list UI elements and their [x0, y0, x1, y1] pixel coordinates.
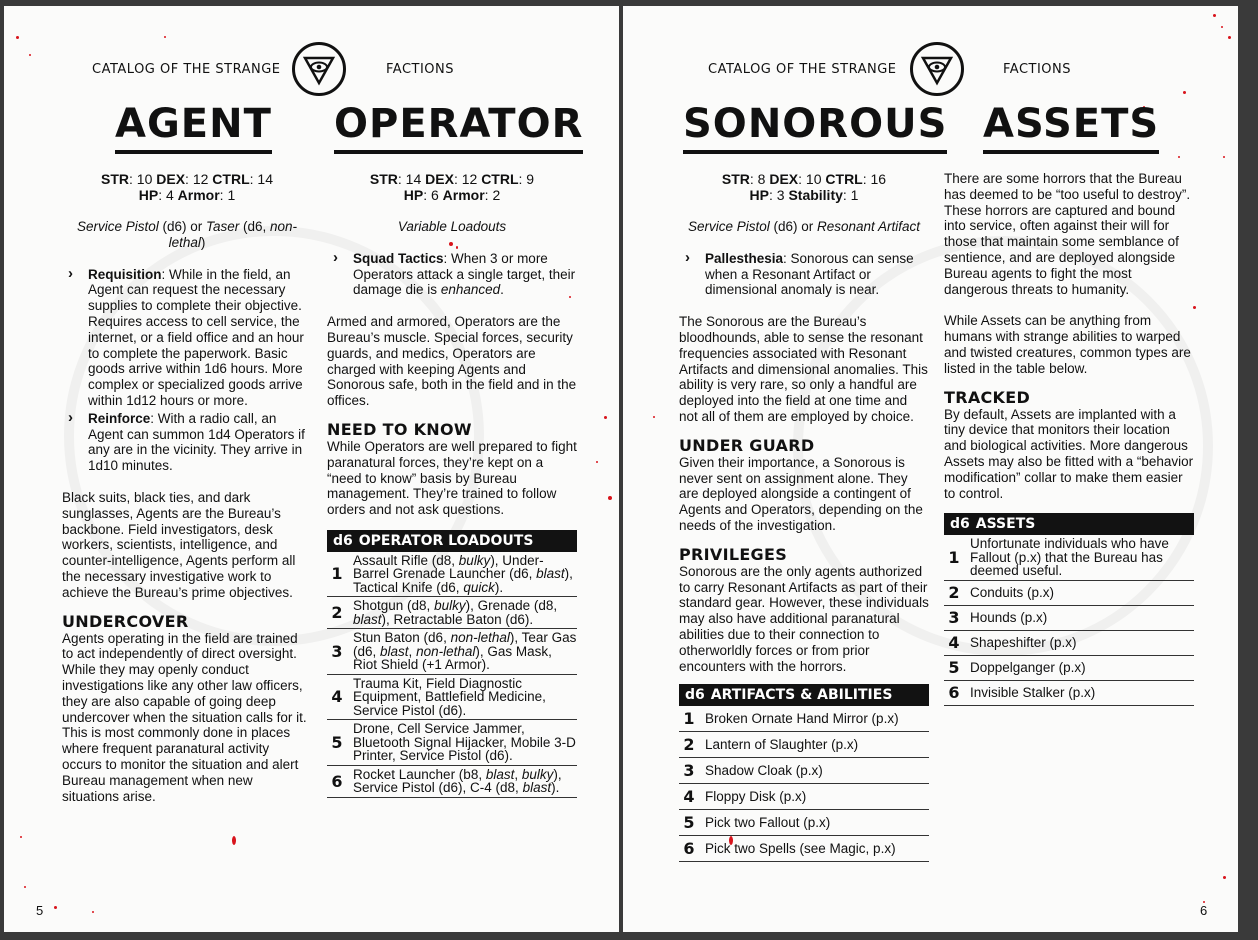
agent-column — [62, 171, 312, 804]
row-number: 4 — [683, 786, 695, 806]
header-section: FACTIONS — [1003, 62, 1072, 77]
operator-abilities — [327, 251, 577, 298]
agent-ability-requisition: › Requisition: While in the field, an Agent can request the necessary supplies to complete their objective. Requires access to cell service, the internet, or a field office and an hour to complete the paperwork. Basic goods arrive within 1d6 hours. More complex or specialized goods arrive within 1d12 hours or more. — [62, 267, 312, 409]
sonorous-stats: STR: 8 DEX: 10 CTRL: 16 HP: 3 Stability: 1 — [721, 171, 887, 203]
agent-description: Black suits, black ties, and dark sunglasses, Agents are the Bureau’s backbone. Field investigators, desk workers, scientists, intelligence, and counter-intelligence, Agents perform all the necessary investigative work to achieve the Bureau’s prime objectives. — [62, 489, 296, 600]
row-number: 3 — [331, 641, 343, 661]
table-row — [679, 758, 929, 784]
row-text: Doppelganger (p.x) — [970, 660, 1086, 676]
row-text: Rocket Launcher (b8, blast, bulky), Service Pistol (d6), C-4 (d8, blast). — [353, 766, 562, 796]
table-row — [944, 656, 1194, 681]
row-text: Unfortunate individuals who have Fallout (p.x) that the Bureau has deemed useful. — [970, 536, 1169, 579]
right-page — [623, 6, 1238, 932]
agent-loadout: Service Pistol (d6) or Taser (d6, non-lethal) — [76, 219, 298, 250]
table-row — [944, 631, 1194, 656]
operator-stats: STR: 14 DEX: 12 CTRL: 9 HP: 6 Armor: 2 — [369, 171, 535, 203]
assets-intro-2: While Assets can be anything from humans with strange abilities to warped and twisted creatures, common types are listed in the table below. — [944, 313, 1191, 376]
artifacts-abilities-table — [679, 684, 929, 862]
operator-section-heading: NEED TO KNOW — [327, 419, 472, 439]
header-book-title: CATALOG OF THE STRANGE — [92, 62, 281, 77]
row-text: Shotgun (d8, bulky), Grenade (d8, blast), Retractable Baton (d6). — [353, 598, 558, 627]
row-text: Conduits (p.x) — [970, 585, 1055, 601]
table-row — [944, 581, 1194, 606]
header-section: FACTIONS — [386, 62, 455, 77]
row-text: Floppy Disk (p.x) — [705, 789, 807, 805]
table-row — [327, 552, 577, 598]
row-text: Pick two Fallout (p.x) — [705, 815, 831, 831]
row-number: 2 — [331, 603, 343, 623]
row-number: 2 — [683, 734, 695, 754]
agent-ability-reinforce: › Reinforce: With a radio call, an Agent can summon 1d4 Operators if any are in the vicinity. They arrive in 1d10 minutes. — [62, 411, 312, 474]
row-number: 1 — [683, 708, 695, 728]
sonorous-description: The Sonorous are the Bureau’s bloodhounds, able to sense the resonant frequencies associated with Resonant Artifacts and dimensional anomalies. This ability is very rare, so only a handful are deployed into the field at one time and not all of them are employed by choice. — [679, 314, 928, 424]
agent-stats: STR: 10 DEX: 12 CTRL: 14 HP: 4 Armor: 1 — [101, 171, 273, 203]
table-row — [944, 606, 1194, 631]
agent-title: AGENT — [115, 102, 272, 154]
sonorous-loadout: Service Pistol (d6) or Resonant Artifact — [687, 219, 921, 234]
row-text: Lantern of Slaughter (p.x) — [705, 737, 859, 753]
row-number: 4 — [948, 632, 960, 652]
operator-title: OPERATOR — [334, 102, 583, 154]
row-number: 5 — [331, 732, 343, 752]
table-row — [327, 597, 577, 629]
operator-section-text: While Operators are well prepared to fight paranatural forces, they’re kept on a “need to know” basis by Bureau management. They’re trained to follow orders and not ask questions. — [327, 438, 577, 518]
sonorous-section2-text: Sonorous are the only agents authorized to carry Resonant Artifacts as part of their standard gear. However, these individuals may also have additional paranatural abilities due to their connection to otherworldly forces or from prior encounters with the horrors. — [679, 563, 929, 674]
row-text: Shapeshifter (p.x) — [970, 635, 1077, 651]
row-text: Invisible Stalker (p.x) — [970, 685, 1096, 701]
eye-triangle-emblem-icon — [292, 42, 346, 96]
row-text: Broken Ornate Hand Mirror (p.x) — [705, 711, 899, 727]
table-row — [679, 836, 929, 862]
sonorous-column — [679, 171, 929, 862]
operator-loadouts-table — [327, 530, 577, 798]
row-number: 1 — [948, 547, 960, 567]
table-header: d6 ARTIFACTS & ABILITIES — [679, 684, 929, 706]
row-text: Assault Rifle (d8, bulky), Under-Barrel Grenade Launcher (d6, blast), Tactical Knife (d6, quick). — [353, 552, 573, 595]
row-number: 3 — [683, 760, 695, 780]
table-row — [944, 535, 1194, 581]
table-row — [944, 681, 1194, 706]
row-number: 5 — [683, 812, 695, 832]
table-row — [679, 706, 929, 732]
sonorous-title: SONOROUS — [683, 102, 947, 154]
assets-section-heading: TRACKED — [944, 387, 1031, 407]
row-number: 4 — [331, 687, 343, 707]
agent-section-text: Agents operating in the field are trained to act independently of direct oversight. While they may openly conduct investigations like any other law officers, they are also capable of going deep undercover when the situation calls for it. This is most commonly done in places where frequent paranatural activity occurs to monitor the situation and alert Bureau management when new situations arise. — [62, 630, 307, 804]
table-row — [679, 810, 929, 836]
table-row — [679, 784, 929, 810]
left-page — [4, 6, 619, 932]
row-text: Trauma Kit, Field Diagnostic Equipment, Battlefield Medicine, Service Pistol (d6). — [353, 675, 546, 718]
table-row — [679, 732, 929, 758]
table-row — [327, 720, 577, 766]
row-number: 2 — [948, 582, 960, 602]
row-number: 1 — [331, 564, 343, 584]
eye-triangle-emblem-icon — [910, 42, 964, 96]
page-number: 5 — [36, 903, 44, 918]
header-book-title: CATALOG OF THE STRANGE — [708, 62, 897, 77]
table-row — [327, 629, 577, 675]
operator-column — [327, 171, 577, 798]
sonorous-ability-pallesthesia: › Pallesthesia: Sonorous can sense when a Resonant Artifact or dimensional anomaly is near. — [679, 251, 929, 298]
row-number: 6 — [948, 682, 960, 702]
sonorous-section1-text: Given their importance, a Sonorous is never sent on assignment alone. They are deployed alongside a contingent of Agents and Operators, depending on the needs of the investigation. — [679, 454, 923, 533]
sonorous-section2-heading: PRIVILEGES — [679, 544, 788, 564]
agent-section-heading: UNDERCOVER — [62, 611, 189, 631]
operator-loadout: Variable Loadouts — [397, 219, 507, 234]
table-header: d6 OPERATOR LOADOUTS — [327, 530, 577, 552]
operator-description: Armed and armored, Operators are the Bureau’s muscle. Special forces, security guards, and medics, Operators are charged with keeping Agents and Sonorous safe, both in the field and in the offices. — [327, 314, 577, 409]
agent-abilities — [62, 267, 312, 474]
assets-title: ASSETS — [983, 102, 1159, 154]
row-number: 6 — [683, 838, 695, 858]
row-text: Pick two Spells (see Magic, p.x) — [705, 841, 896, 857]
table-row — [327, 766, 577, 798]
page-number: 6 — [1200, 903, 1208, 918]
assets-section-text: By default, Assets are implanted with a tiny device that monitors their location and biological activities. More dangerous Assets may also be fitted with a “behavior modification” collar to make them easier to control. — [944, 406, 1194, 501]
assets-table — [944, 513, 1194, 706]
row-number: 3 — [948, 607, 960, 627]
operator-ability-squad-tactics: › Squad Tactics: When 3 or more Operators attack a single target, their damage die is enhanced. — [327, 251, 577, 298]
row-text: Stun Baton (d6, non-lethal), Tear Gas (d6, blast, non-lethal), Gas Mask, Riot Shield (+1 Armor). — [353, 630, 577, 673]
row-text: Hounds (p.x) — [970, 610, 1048, 626]
table-row — [327, 675, 577, 721]
row-number: 6 — [331, 771, 343, 791]
row-text: Shadow Cloak (p.x) — [705, 763, 823, 779]
sonorous-abilities — [679, 251, 929, 298]
assets-column — [944, 171, 1194, 706]
table-header: d6 ASSETS — [944, 513, 1194, 535]
assets-intro: There are some horrors that the Bureau has deemed to be “too useful to destroy”. These horrors are captured and bound into service, often against their will for those that maintain some semblance of sentience, and are deployed alongside Bureau agents to fight the most dangerous threats to humanity. — [944, 171, 1191, 297]
sonorous-section1-heading: UNDER GUARD — [679, 435, 815, 455]
row-text: Drone, Cell Service Jammer, Bluetooth Signal Hijacker, Mobile 3-D Printer, Service Pistol (d6). — [353, 721, 576, 764]
row-number: 5 — [948, 657, 960, 677]
